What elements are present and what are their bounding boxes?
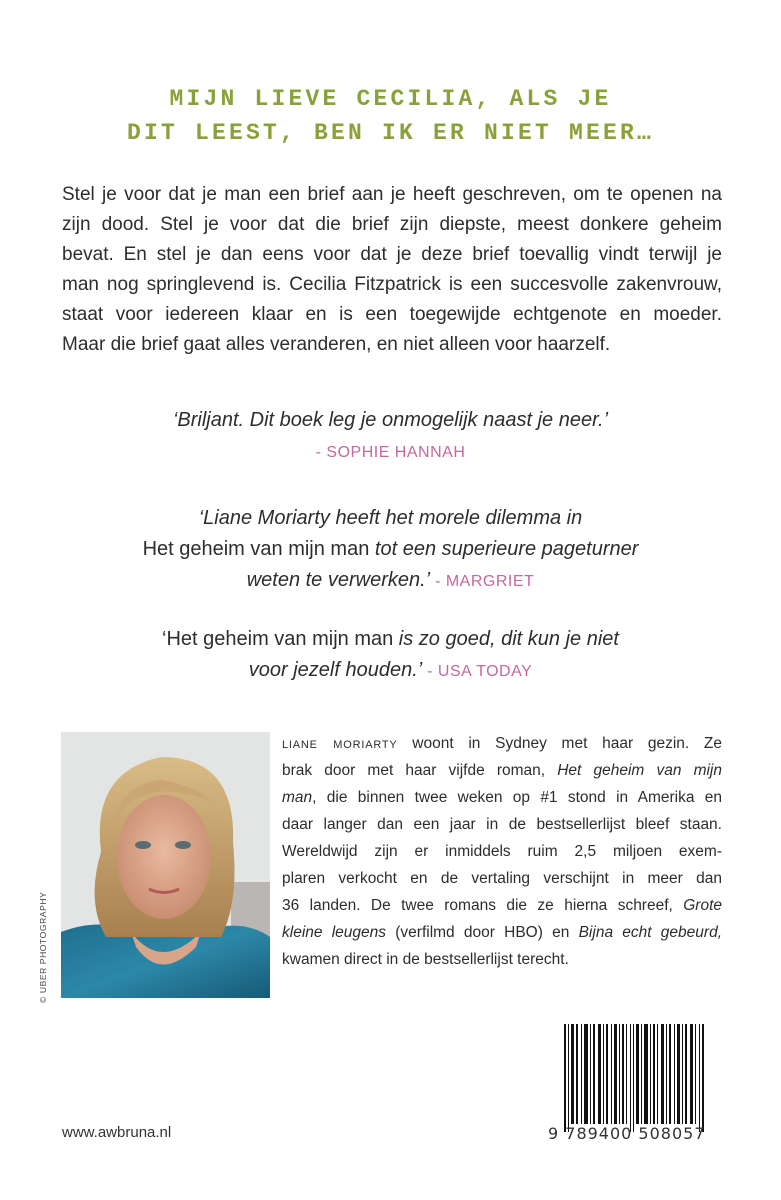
synopsis [62,180,722,360]
review-quote-2 [0,503,781,597]
book-title: Het geheim van mijn man [142,538,370,560]
book-title: ‘Het geheim van mijn man [162,628,394,650]
tagline-line-1: MIJN LIEVE CECILIA, ALS JE [169,86,612,112]
synopsis-line: bevat. En stel je dan eens voor dat je deze brief toevallig vindt terwijl je [62,244,722,265]
synopsis-line: Stel je voor dat je man een brief aan je heeft geschreven, om te openen na [62,184,722,205]
author-name: liane moriarty [282,735,398,752]
quote-text: ‘Briljant. Dit boek leg je onmogelijk naast je neer.’ [172,409,609,431]
book-title: man [282,789,313,806]
book-title: Bijna echt gebeurd, [578,924,722,941]
author-photo [61,732,270,998]
bio-text: 36 landen. De twee romans die ze hierna schreef, [282,897,684,914]
bio-text: daar langer dan een jaar in de bestsellerlijst bleef staan. [282,816,722,833]
tagline-line-2: DIT LEEST, BEN IK ER NIET MEER… [126,120,655,146]
quote-source: - MARGRIET [430,573,535,590]
tagline-heading [0,82,781,150]
isbn-number: 9 789400 508057 [548,1124,706,1143]
bio-text: Wereldwijd zijn er inmiddels ruim 2,5 miljoen exem- [282,843,722,860]
bio-text: kwamen direct in de bestsellerlijst terecht. [282,951,569,968]
bio-text: woont in Sydney met haar gezin. Ze [397,735,722,752]
barcode-icon [564,1024,704,1132]
author-portrait-illustration [61,732,270,998]
synopsis-line: Maar die brief gaat alles veranderen, en niet alleen voor haarzelf. [62,334,611,355]
quote-text: voor jezelf houden.’ [248,659,423,681]
synopsis-line: man nog springlevend is. Cecilia Fitzpatrick is een succesvolle zakenvrouw, [62,274,722,295]
quote-text: tot een superieure pageturner [369,538,639,560]
synopsis-line: zijn dood. Stel je voor dat die brief zijn diepste, meest donkere geheim [62,214,722,235]
quote-text: weten te verwerken.’ [246,569,431,591]
bio-text: brak door met haar vijfde roman, [282,762,558,779]
photo-credit: © UBER PHOTOGRAPHY [38,891,48,1003]
author-bio [282,730,722,973]
quote-source: - USA TODAY [422,663,533,680]
quote-text: is zo goed, dit kun je niet [393,628,619,650]
bio-text: , die binnen twee weken op #1 stond in Amerika en [312,789,722,806]
review-quote-3 [0,624,781,687]
quote-source: - SOPHIE HANNAH [315,444,466,461]
book-title: Grote [683,897,722,914]
book-title: kleine leugens [282,924,387,941]
bio-text: plaren verkocht en de vertaling verschijnt in meer dan [282,870,722,887]
quote-text: ‘Liane Moriarty heeft het morele dilemma in [198,507,583,529]
synopsis-line: staat voor iedereen klaar en is een toegewijde echtgenote en moeder. [62,304,722,325]
publisher-website[interactable]: www.awbruna.nl [62,1124,172,1141]
bio-text: (verfilmd door HBO) en [386,924,579,941]
review-quote-1 [0,405,781,468]
book-title: Het geheim van mijn [557,762,722,779]
